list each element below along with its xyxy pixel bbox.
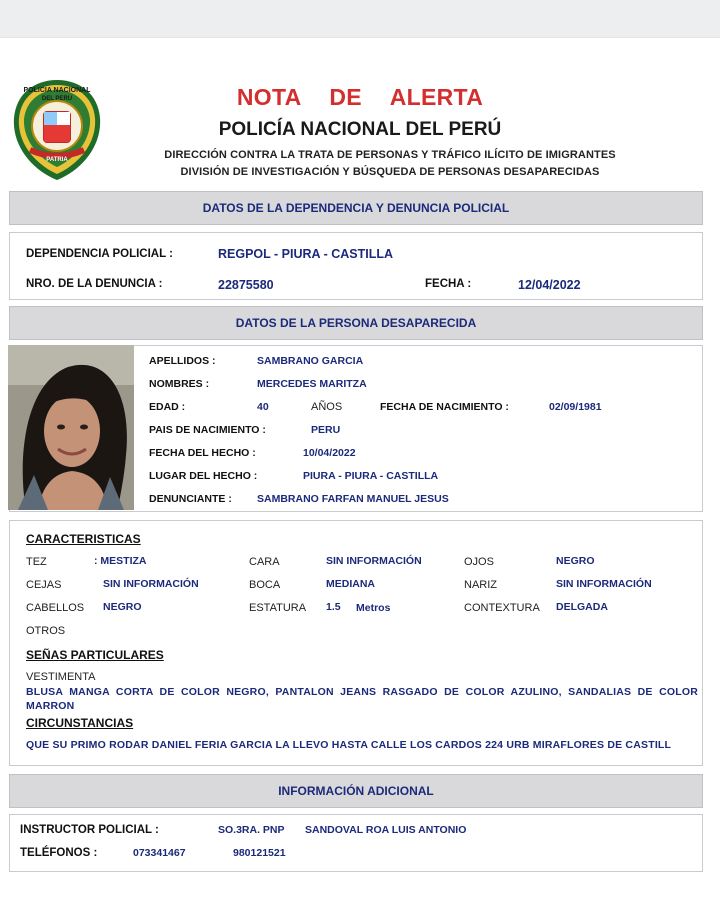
boca-label: BOCA bbox=[249, 579, 281, 591]
division-line: DIVISIÓN DE INVESTIGACIÓN Y BÚSQUEDA DE PERSONAS DESAPARECIDAS bbox=[180, 166, 600, 178]
estatura-label: ESTATURA bbox=[249, 602, 307, 614]
tez-label: TEZ bbox=[26, 556, 47, 568]
ojos-label: OJOS bbox=[464, 556, 494, 568]
nariz-label: NARIZ bbox=[464, 579, 497, 591]
cara-label: CARA bbox=[249, 556, 280, 568]
reporter-value: SAMBRANO FARFAN MANUEL JESUS bbox=[257, 493, 449, 505]
event-date-value: 10/04/2022 bbox=[303, 447, 356, 459]
dependency-label: DEPENDENCIA POLICIAL : bbox=[26, 248, 173, 260]
cejas-label: CEJAS bbox=[26, 579, 62, 591]
complaint-number-value: 22875580 bbox=[218, 278, 274, 292]
institution-name: POLICÍA NACIONAL DEL PERÚ bbox=[218, 119, 502, 140]
circumstances-value: QUE SU PRIMO RODAR DANIEL FERIA GARCIA LA LLEVO HASTA CALLE LOS CARDOS 224 URB MIRAFLORES DE CASTILL bbox=[26, 739, 672, 751]
police-emblem bbox=[10, 76, 104, 184]
top-bar bbox=[0, 0, 720, 38]
nariz-value: SIN INFORMACIÓN bbox=[556, 578, 652, 590]
phone-1: 073341467 bbox=[133, 847, 186, 859]
contextura-value: DELGADA bbox=[556, 601, 608, 613]
names-value: MERCEDES MARITZA bbox=[257, 378, 367, 390]
tez-value: : MESTIZA bbox=[94, 555, 147, 567]
cabellos-value: NEGRO bbox=[103, 601, 142, 613]
event-date-label: FECHA DEL HECHO : bbox=[149, 447, 256, 459]
phone-2: 980121521 bbox=[233, 847, 286, 859]
section-additional-title: INFORMACIÓN ADICIONAL bbox=[9, 774, 703, 808]
age-value: 40 bbox=[257, 401, 269, 413]
names-label: NOMBRES : bbox=[149, 378, 210, 390]
surnames-label: APELLIDOS : bbox=[149, 355, 216, 367]
otros-label: OTROS bbox=[26, 625, 66, 637]
vestimenta-label: VESTIMENTA bbox=[26, 671, 96, 683]
missing-person-photo bbox=[8, 345, 134, 510]
complaint-date-label: FECHA : bbox=[425, 278, 472, 290]
cejas-value: SIN INFORMACIÓN bbox=[103, 578, 199, 590]
phones-label: TELÉFONOS : bbox=[20, 847, 98, 859]
cabellos-label: CABELLOS bbox=[26, 602, 85, 614]
senas-heading: SEÑAS PARTICULARES bbox=[26, 648, 164, 662]
country-label: PAIS DE NACIMIENTO : bbox=[149, 424, 266, 436]
cara-value: SIN INFORMACIÓN bbox=[326, 555, 422, 567]
birthdate-value: 02/09/1981 bbox=[549, 401, 602, 413]
age-unit: AÑOS bbox=[311, 401, 343, 413]
estatura-unit: Metros bbox=[356, 602, 391, 614]
instructor-label: INSTRUCTOR POLICIAL : bbox=[20, 824, 159, 836]
contextura-label: CONTEXTURA bbox=[464, 602, 540, 614]
event-place-value: PIURA - PIURA - CASTILLA bbox=[303, 470, 439, 482]
additional-box bbox=[9, 814, 703, 872]
characteristics-heading: CARACTERISTICAS bbox=[26, 532, 141, 546]
emblem-text-top: POLICIA NACIONAL bbox=[23, 87, 91, 94]
event-place-label: LUGAR DEL HECHO : bbox=[149, 470, 258, 482]
age-label: EDAD : bbox=[149, 401, 186, 413]
emblem-text-sub: DEL PERU bbox=[41, 96, 73, 102]
section-person-title: DATOS DE LA PERSONA DESAPARECIDA bbox=[9, 306, 703, 340]
dependency-value: REGPOL - PIURA - CASTILLA bbox=[218, 247, 393, 261]
complaint-number-label: NRO. DE LA DENUNCIA : bbox=[26, 278, 163, 290]
surnames-value: SAMBRANO GARCIA bbox=[257, 355, 364, 367]
directorate-line: DIRECCIÓN CONTRA LA TRATA DE PERSONAS Y TRÁFICO ILÍCITO DE IMIGRANTES bbox=[164, 149, 616, 161]
instructor-name: SANDOVAL ROA LUIS ANTONIO bbox=[305, 824, 467, 836]
emblem-text-bottom: PATRIA bbox=[46, 157, 68, 163]
ojos-value: NEGRO bbox=[556, 555, 595, 567]
section-complaint-title: DATOS DE LA DEPENDENCIA Y DENUNCIA POLICIAL bbox=[9, 191, 703, 225]
country-value: PERU bbox=[311, 424, 341, 436]
birthdate-label: FECHA DE NACIMIENTO : bbox=[380, 401, 509, 413]
page-title: NOTA DE ALERTA bbox=[236, 84, 484, 110]
complaint-date-value: 12/04/2022 bbox=[518, 278, 581, 292]
estatura-value: 1.5 bbox=[326, 601, 341, 613]
boca-value: MEDIANA bbox=[326, 578, 375, 590]
circumstances-heading: CIRCUNSTANCIAS bbox=[26, 716, 134, 730]
instructor-rank: SO.3RA. PNP bbox=[218, 824, 285, 836]
reporter-label: DENUNCIANTE : bbox=[149, 493, 232, 505]
vestimenta-value: BLUSA MANGA CORTA DE COLOR NEGRO, PANTALON JEANS RASGADO DE COLOR AZULINO, SANDALIAS DE COLOR MARRON bbox=[26, 686, 698, 712]
